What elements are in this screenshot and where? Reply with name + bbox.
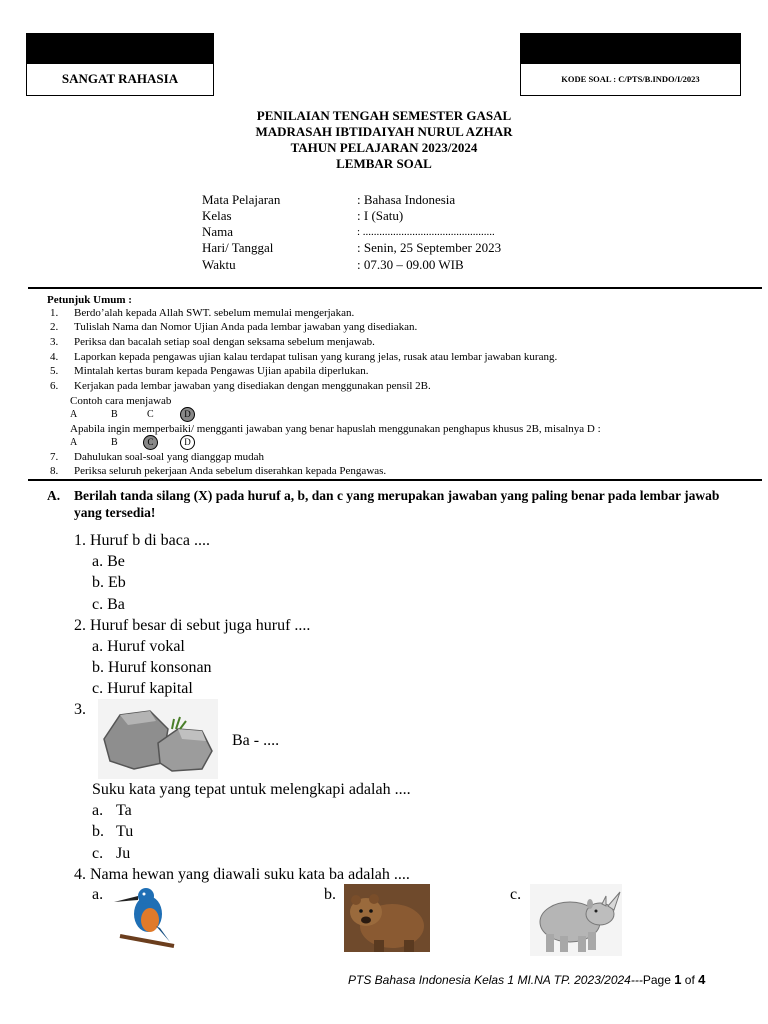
footer-page-number: 1 [674, 972, 682, 987]
instruction-text: Periksa seluruh pekerjaan Anda sebelum diserahkan kepada Pengawas. [74, 465, 387, 477]
footer-page-word: Page [642, 973, 671, 987]
example-option-b: B [111, 409, 118, 420]
bear-image [344, 884, 430, 952]
kingfisher-image [110, 884, 180, 952]
section-text: Berilah tanda silang (X) pada huruf a, b, dan c yang merupakan jawaban yang paling benar pada lembar jawab yang tersedia! [74, 488, 720, 520]
rhino-icon [530, 884, 622, 956]
instruction-text: Mintalah kertas buram kepada Pengawas Ujian apabila diperlukan. [74, 365, 369, 377]
instruction-text: Berdo’alah kepada Allah SWT. sebelum memulai mengerjakan. [74, 307, 355, 319]
info-row-subject [202, 192, 562, 208]
exam-code-label: KODE SOAL : C/PTS/B.INDO/I/2023 [561, 74, 700, 84]
instruction-number: 8. [50, 465, 59, 477]
info-key: Hari/ Tanggal [202, 240, 274, 255]
question-2-option-b: b. Huruf konsonan [92, 659, 212, 676]
info-row-date [202, 240, 562, 256]
question-4-option-a: a. [92, 886, 104, 903]
instruction-text: Dahulukan soal-soal yang dianggap mudah [74, 451, 265, 463]
info-value: : Bahasa Indonesia [357, 192, 456, 207]
info-key: Kelas [202, 208, 232, 223]
info-key: Waktu [202, 257, 236, 272]
instruction-number: 4. [50, 351, 59, 363]
question-2-stem: 2. Huruf besar di sebut juga huruf .... [74, 617, 311, 634]
info-key: Mata Pelajaran [202, 192, 281, 207]
rhino-image [530, 884, 622, 956]
info-row-name [202, 224, 562, 240]
question-3-option-c-letter: c. [92, 845, 104, 862]
academic-year: TAHUN PELAJARAN 2023/2024 [290, 140, 478, 155]
question-3-option-a-text: Ta [116, 802, 132, 819]
divider-top [28, 287, 762, 289]
rock-image [98, 699, 218, 779]
info-row-class [202, 208, 562, 224]
instruction-number: 3. [50, 336, 59, 348]
question-3-fill-blank: Ba - .... [232, 732, 280, 749]
info-value: : ................................................ [357, 226, 495, 238]
info-key: Nama [202, 224, 234, 239]
footer-text: PTS Bahasa Indonesia Kelas 1 MI.NA TP. 2023/2024--- [348, 973, 643, 987]
divider-bottom [28, 479, 762, 481]
classification-box [26, 33, 214, 96]
question-4-option-b: b. [324, 886, 336, 903]
info-value: : 07.30 – 09.00 WIB [357, 257, 464, 272]
instruction-number: 6. [50, 380, 59, 392]
school-name: MADRASAH IBTIDAIYAH NURUL AZHAR [255, 124, 513, 139]
exam-code-bar [521, 34, 740, 64]
classification-bar [27, 34, 213, 64]
fix-option-b: B [111, 437, 118, 448]
question-2-option-a: a. Huruf vokal [92, 638, 185, 655]
question-4-option-c: c. [510, 886, 522, 903]
question-1-option-c: c. Ba [92, 596, 125, 613]
bird-icon [110, 884, 180, 952]
question-3-stem: Suku kata yang tepat untuk melengkapi adalah .... [92, 781, 411, 798]
instruction-text: Laporkan kepada pengawas ujian kalau terdapat tulisan yang kurang jelas, rusak atau lembar jawaban kurang. [74, 351, 558, 363]
instruction-number: 5. [50, 365, 59, 377]
instruction-number: 7. [50, 451, 59, 463]
question-3-number: 3. [74, 701, 86, 718]
bear-icon [344, 884, 430, 952]
example-option-d-filled: D [180, 407, 195, 422]
fix-option-a: A [70, 437, 78, 448]
exam-title: PENILAIAN TENGAH SEMESTER GASAL [256, 108, 512, 123]
question-1-option-a: a. Be [92, 553, 125, 570]
info-value: : I (Satu) [357, 208, 404, 223]
fix-option-c-filled: C [143, 435, 158, 450]
page-footer [348, 972, 705, 987]
instruction-text: Periksa dan bacalah setiap soal dengan seksama sebelum menjawab. [74, 336, 375, 348]
question-3-option-a-letter: a. [92, 802, 104, 819]
instruction-text: Kerjakan pada lembar jawaban yang disediakan dengan menggunakan pensil 2B. [74, 380, 431, 392]
rock-icon [98, 699, 218, 779]
instruction-text: Tulislah Nama dan Nomor Ujian Anda pada lembar jawaban yang disediakan. [74, 321, 418, 333]
question-4-stem: 4. Nama hewan yang diawali suku kata ba adalah .... [74, 866, 410, 883]
question-3-option-b-text: Tu [116, 823, 134, 840]
info-value: : Senin, 25 September 2023 [357, 240, 502, 255]
example-label: Contoh cara menjawab [70, 395, 172, 407]
example-option-a: A [70, 409, 78, 420]
fix-option-d-erased: D [180, 435, 195, 450]
question-3-option-b-letter: b. [92, 823, 104, 840]
classification-label: SANGAT RAHASIA [61, 71, 179, 86]
info-row-time [202, 257, 562, 273]
question-1-stem: 1. Huruf b di baca .... [74, 532, 210, 549]
exam-code-box [520, 33, 741, 96]
fix-label: Apabila ingin memperbaiki/ mengganti jawaban yang benar hapuslah menggunakan penghapus khusus 2B, misalnya D : [70, 423, 601, 435]
instruction-number: 2. [50, 321, 59, 333]
example-option-c: C [147, 409, 154, 420]
sheet-title: LEMBAR SOAL [336, 156, 432, 171]
instructions-heading: Petunjuk Umum : [47, 294, 132, 306]
question-3-option-c-text: Ju [116, 845, 131, 862]
footer-page-total: 4 [698, 972, 706, 987]
section-letter: A. [47, 488, 61, 503]
instruction-number: 1. [50, 307, 59, 319]
question-2-option-c: c. Huruf kapital [92, 680, 193, 697]
footer-of-word: of [684, 973, 695, 987]
question-1-option-b: b. Eb [92, 574, 126, 591]
